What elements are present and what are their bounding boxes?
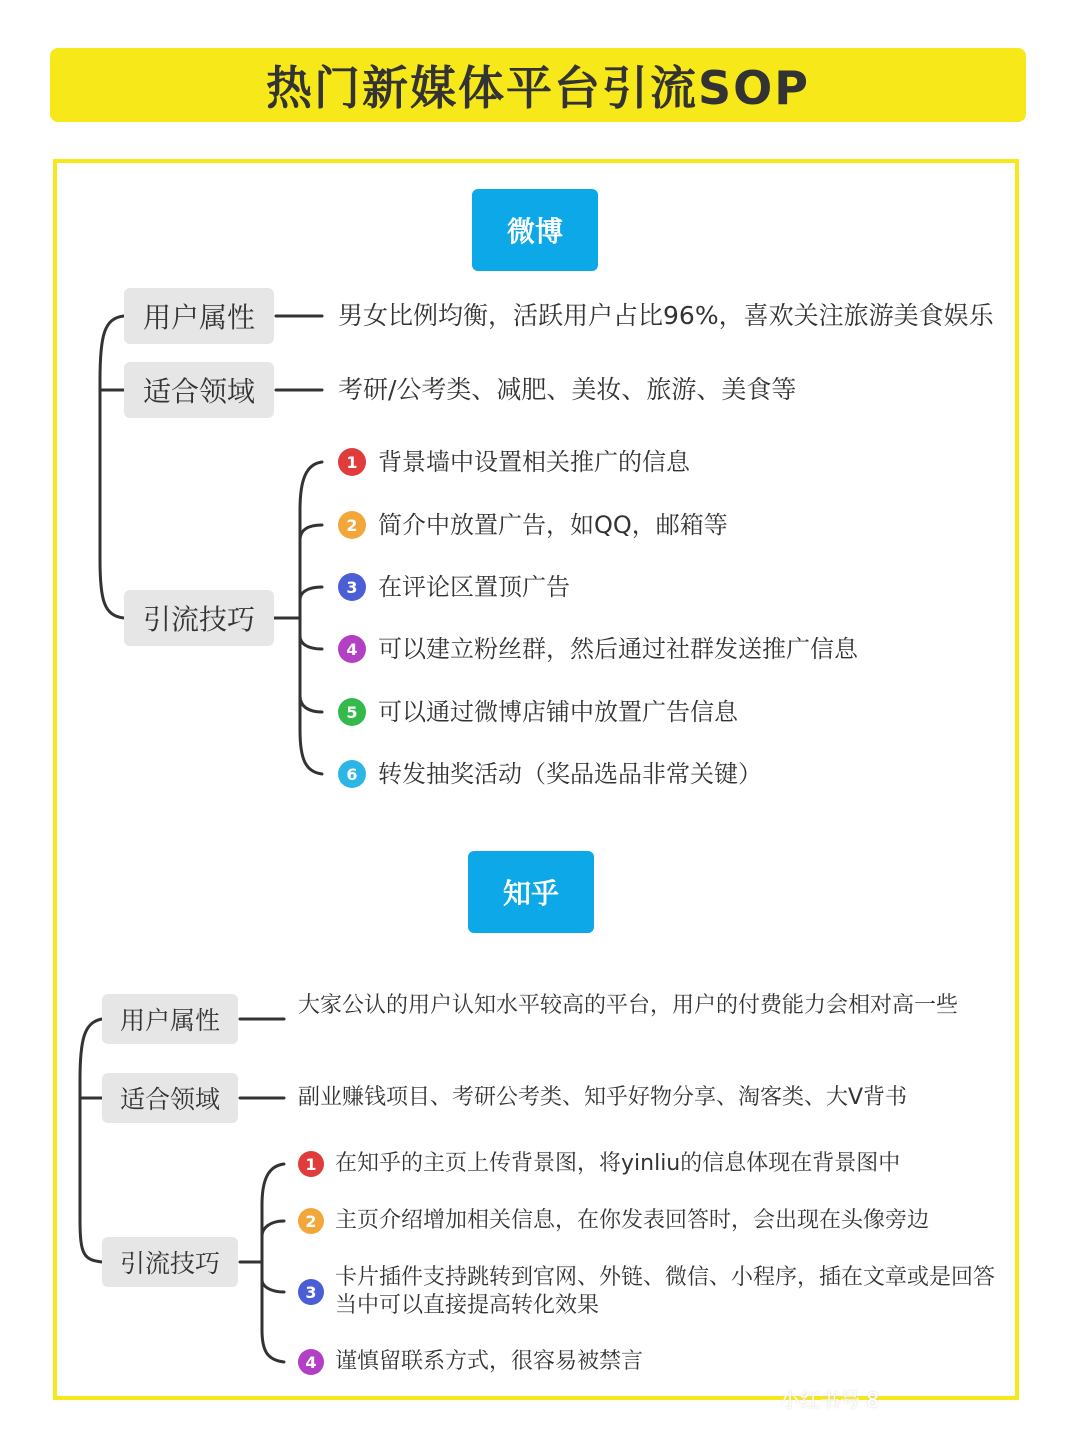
zhihu-tip-2-badge: 2 bbox=[298, 1208, 324, 1234]
weibo-tip-5-branch bbox=[300, 696, 322, 712]
zhihu-tip-2-branch bbox=[262, 1221, 284, 1236]
weibo-tip-3-branch bbox=[300, 587, 322, 600]
weibo-tip-2-branch bbox=[300, 525, 322, 540]
weibo-node-label: 微博 bbox=[506, 215, 563, 248]
zhihu-node bbox=[468, 851, 594, 933]
zhihu-tip-4-badge: 4 bbox=[298, 1349, 324, 1375]
weibo-tip-2-badge: 2 bbox=[338, 511, 366, 539]
weibo-tip-1-badge: 1 bbox=[338, 448, 366, 476]
weibo-main-bracket bbox=[100, 316, 124, 618]
weibo-tip-4-branch bbox=[300, 636, 322, 649]
zhihu-tips-label: 引流技巧 bbox=[119, 1249, 220, 1278]
weibo-user-attr-node bbox=[124, 288, 274, 344]
weibo-tip-4: 可以建立粉丝群，然后通过社群发送推广信息 bbox=[378, 635, 858, 663]
zhihu-domain-text: 副业赚钱项目、考研公考类、知乎好物分享、淘客类、大V背书 bbox=[298, 1085, 908, 1110]
zhihu-domain-node bbox=[102, 1073, 238, 1123]
zhihu-tips-bracket bbox=[262, 1164, 284, 1362]
weibo-tip-5-badge: 5 bbox=[338, 698, 366, 726]
weibo-tip-6: 转发抽奖活动（奖品选品非常关键） bbox=[378, 760, 762, 788]
page-title: 热门新媒体平台引流SOP bbox=[266, 61, 810, 115]
weibo-tip-4-badge: 4 bbox=[338, 635, 366, 663]
weibo-tip-3-badge: 3 bbox=[338, 573, 366, 601]
zhihu-tip-4: 谨慎留联系方式，很容易被禁言 bbox=[335, 1349, 644, 1374]
zhihu-tip-3-badge: 3 bbox=[298, 1279, 324, 1305]
weibo-tip-3: 在评论区置顶广告 bbox=[378, 573, 570, 601]
weibo-tip-2: 简介中放置广告，如QQ，邮箱等 bbox=[378, 511, 728, 539]
zhihu-main-bracket bbox=[80, 1019, 102, 1262]
weibo-domain-label: 适合领域 bbox=[142, 375, 255, 408]
weibo-tips-node bbox=[124, 590, 274, 646]
zhihu-tip-3-branch bbox=[262, 1280, 284, 1292]
zhihu-user-attr-label: 用户属性 bbox=[119, 1006, 220, 1035]
zhihu-tip-1-badge: 1 bbox=[298, 1151, 324, 1177]
weibo-node bbox=[472, 189, 598, 271]
zhihu-tip-2: 主页介绍增加相关信息，在你发表回答时，会出现在头像旁边 bbox=[335, 1208, 930, 1233]
weibo-domain-text: 考研/公考类、减肥、美妆、旅游、美食等 bbox=[338, 375, 797, 404]
zhihu-node-label: 知乎 bbox=[502, 877, 559, 910]
weibo-tip-6-badge: 6 bbox=[338, 760, 366, 788]
weibo-tip-1: 背景墙中设置相关推广的信息 bbox=[378, 448, 690, 476]
watermark: 小红书号 8 bbox=[780, 1388, 880, 1412]
zhihu-user-attr-node bbox=[102, 994, 238, 1044]
zhihu-user-attr-text: 大家公认的用户认知水平较高的平台，用户的付费能力会相对高一些 bbox=[298, 993, 959, 1018]
zhihu-tips-node bbox=[102, 1237, 238, 1287]
weibo-user-attr-text: 男女比例均衡，活跃用户占比96%，喜欢关注旅游美食娱乐 bbox=[338, 301, 994, 330]
weibo-user-attr-label: 用户属性 bbox=[142, 301, 255, 334]
weibo-tips-label: 引流技巧 bbox=[142, 603, 255, 636]
weibo-domain-node bbox=[124, 362, 274, 418]
zhihu-tip-1: 在知乎的主页上传背景图，将yinliu的信息体现在背景图中 bbox=[335, 1151, 901, 1176]
weibo-tips-bracket bbox=[300, 462, 322, 774]
weibo-tip-5: 可以通过微博店铺中放置广告信息 bbox=[378, 698, 738, 726]
zhihu-tip-3: 卡片插件支持跳转到官网、外链、微信、小程序，插在文章或是回答当中可以直接提高转化效果 bbox=[335, 1265, 996, 1318]
zhihu-domain-label: 适合领域 bbox=[119, 1085, 220, 1114]
